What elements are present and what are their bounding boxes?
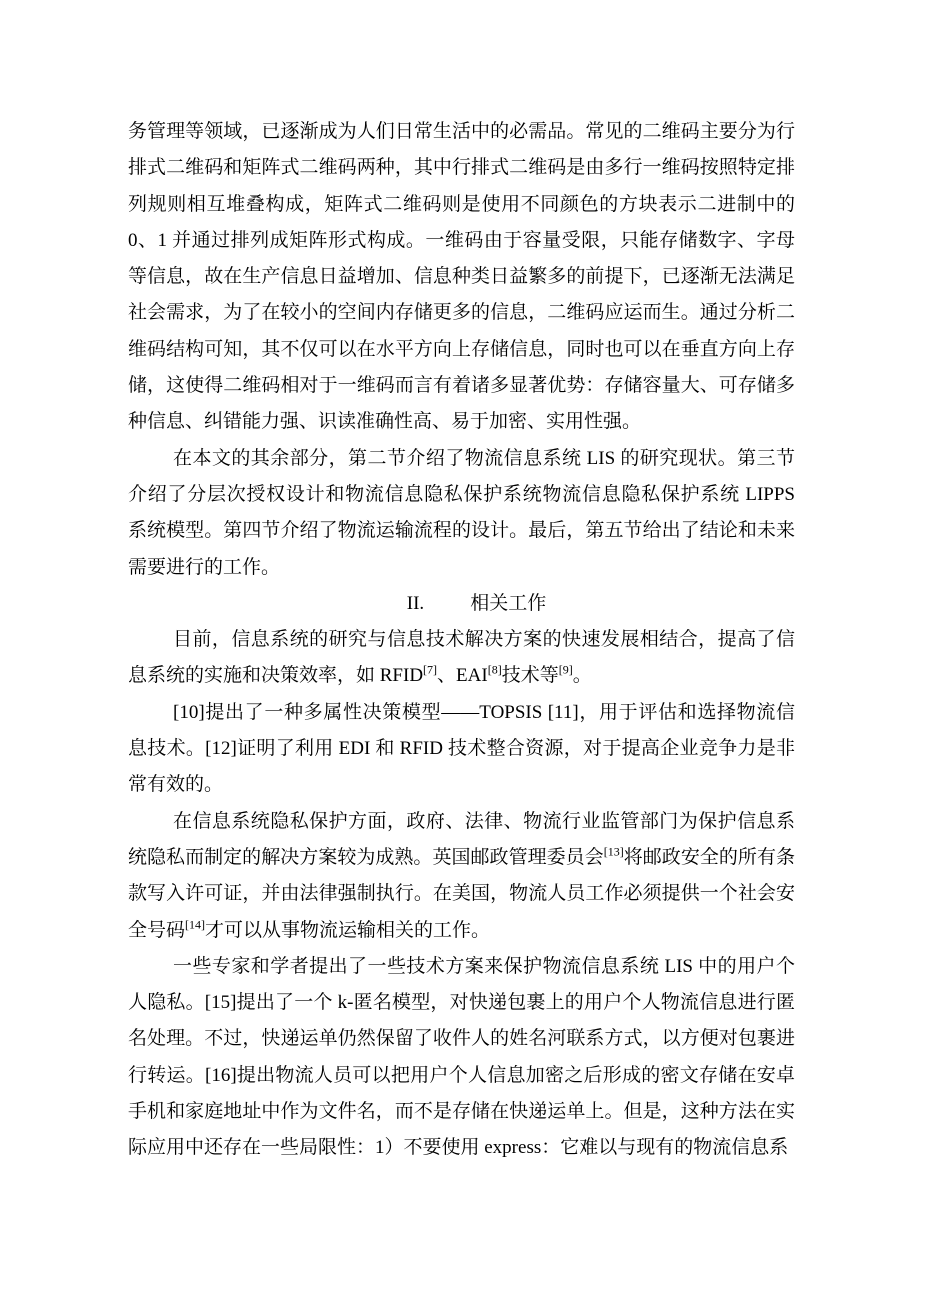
paragraph: 务管理等领域，已逐渐成为人们日常生活中的必需品。常见的二维码主要分为行排式二维码和矩阵式二维码两种，其中行排式二维码是由多行一维码按照特定排列规则相互堆叠构成，矩阵式二维码则是使用不同颜色的方块表示二进制中的 0、1 并通过排列成矩阵形式构成。一维码由于容量受限，只能存储数字、字母等信息，故在生产信息日益增加、信息种类日益繁多的前提下，已逐渐无法满足社会需求，为了在较小的空间内存储更多的信息，二维码应运而生。通过分析二维码结构可知，其不仅可以在水平方向上存储信息，同时也可以在垂直方向上存储，这使得二维码相对于一维码而言有着诸多显著优势：存储容量大、可存储多种信息、纠错能力强、识读准确性高、易于加密、实用性强。 <box>128 121 795 433</box>
section-title: 相关工作 <box>470 592 547 614</box>
section-number: II. <box>406 592 425 614</box>
paragraph: 一些专家和学者提出了一些技术方案来保护物流信息系统 LIS 中的用户个人隐私。[15]提出了一个 k-匿名模型，对快递包裹上的用户个人物流信息进行匿名处理。不过，快递运单仍然保留了收件人的姓名河联系方式，以方便对包裹进行转运。[16]提出物流人员可以把用户个人信息加密之后形成的密文存储在安卓手机和家庭地址中作为文件名，而不是存储在快递运单上。但是，这种方法在实际应用中还存在一些局限性：1）不要使用 express：它难以与现有的物流信息系 <box>128 955 795 1159</box>
paragraph: 在信息系统隐私保护方面，政府、法律、物流行业监管部门为保护信息系统隐私而制定的解决方案较为成熟。英国邮政管理委员会[13]将邮政安全的所有条款写入许可证，并由法律强制执行。在美国，物流人员工作必须提供一个社会安全号码[14]才可以从事物流运输相关的工作。 <box>128 810 795 941</box>
section-heading <box>128 586 795 622</box>
paragraph: 目前，信息系统的研究与信息技术解决方案的快速发展相结合，提高了信息系统的实施和决策效率，如 RFID[7]、EAI[8]技术等[9]。 <box>128 629 795 687</box>
paragraph: [10]提出了一种多属性决策模型——TOPSIS [11]，用于评估和选择物流信息技术。[12]证明了利用 EDI 和 RFID 技术整合资源，对于提高企业竞争力是非常有效的。 <box>128 701 795 796</box>
text-column <box>128 114 795 1167</box>
paragraph: 在本文的其余部分，第二节介绍了物流信息系统 LIS 的研究现状。第三节介绍了分层次授权设计和物流信息隐私保护系统物流信息隐私保护系统 LIPPS 系统模型。第四节介绍了物流运输流程的设计。最后，第五节给出了结论和未来需要进行的工作。 <box>128 447 795 578</box>
